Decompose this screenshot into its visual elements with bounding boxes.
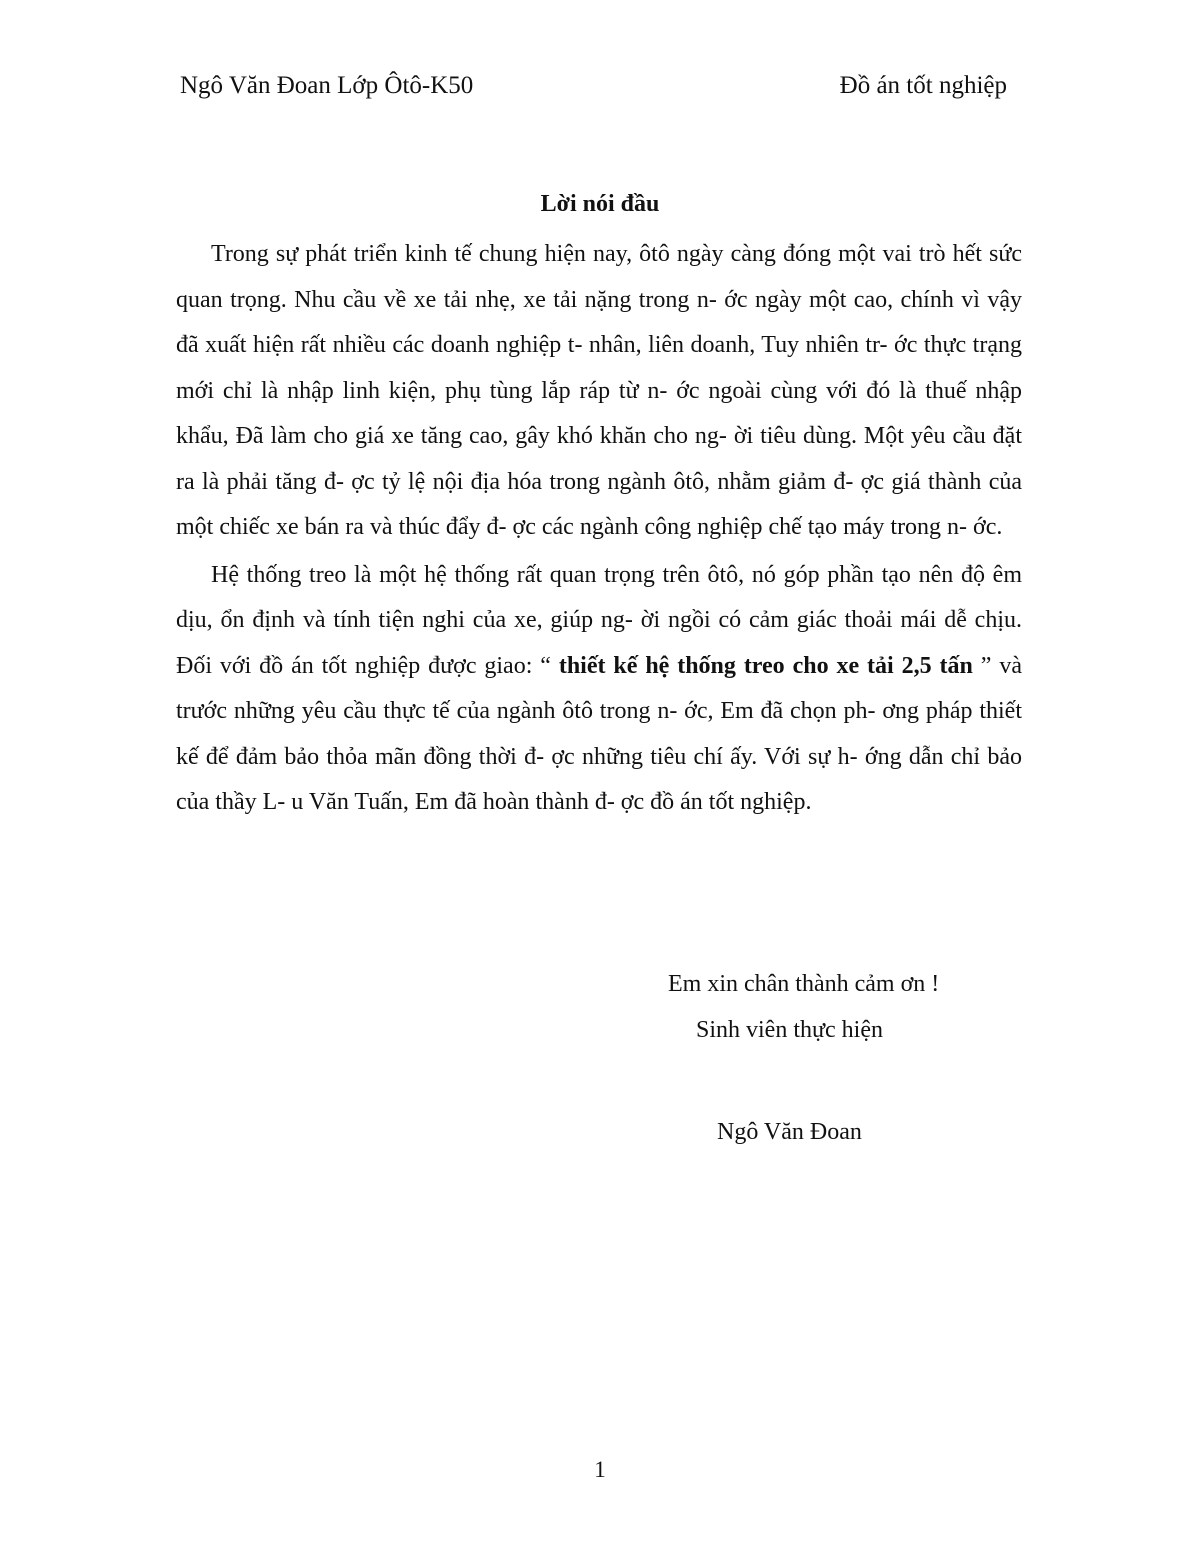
project-topic: thiết kế hệ thống treo cho xe tải 2,5 tấn [550, 652, 981, 679]
paragraph-2-intro: Hệ thống treo là một hệ thống rất quan trọng trên ôtô, nó góp phần tạo nên độ êm dịu, ổn định và tính tiện nghi của xe, giúp ng- ời ngồi có cảm giác thoải mái dễ chịu. Đối với đồ án tốt nghiệp được giao: “ [176, 561, 1022, 679]
body-text [176, 232, 1022, 826]
paragraph-2 [176, 553, 1022, 826]
paragraph-2-rest: ” và trước những yêu cầu thực tế của ngành ôtô trong n- ớc, Em đã chọn ph- ơng pháp thiết kế để đảm bảo thỏa mãn đồng thời đ- ợc những tiêu chí ấy. Với sự h- ớng dẫn chỉ bảo của thầy L- u Văn Tuấn, Em đã hoàn thành đ- ợc đồ án tốt nghiệp. [176, 652, 1022, 815]
header-author-class: Ngô Văn Đoan Lớp Ôtô-K50 [180, 72, 474, 99]
signature-name: Ngô Văn Đoan [717, 1119, 862, 1145]
closing-block [668, 968, 940, 1043]
closing-role: Sinh viên thực hiện [696, 1017, 883, 1043]
paragraph-1: Trong sự phát triển kinh tế chung hiện nay, ôtô ngày càng đóng một vai trò hết sức quan trọng. Nhu cầu về xe tải nhẹ, xe tải nặng trong n- ớc ngày một cao, chính vì vậy đã xuất hiện rất nhiều các doanh nghiệp t- nhân, liên doanh, Tuy nhiên tr- ớc thực trạng mới chỉ là nhập linh kiện, phụ tùng lắp ráp từ n- ớc ngoài cùng với đó là thuế nhập khẩu, Đã làm cho giá xe tăng cao, gây khó khăn cho ng- ời tiêu dùng. Một yêu cầu đặt ra là phải tăng đ- ợc tỷ lệ nội địa hóa trong ngành ôtô, nhằm giảm đ- ợc giá thành của một chiếc xe bán ra và thúc đẩy đ- ợc các ngành công nghiệp chế tạo máy trong n- ớc. [176, 241, 1022, 540]
header-document-type: Đồ án tốt nghiệp [839, 72, 1007, 99]
closing-thanks: Em xin chân thành cảm ơn ! [668, 971, 940, 997]
page-title: Lời nói đầu [540, 191, 660, 217]
page-number: 1 [594, 1457, 606, 1482]
